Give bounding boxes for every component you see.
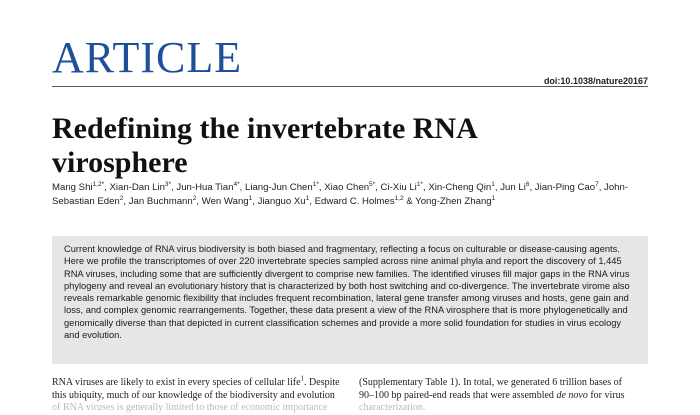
body-column-left (52, 374, 342, 415)
body-line: characterization. (359, 402, 426, 413)
author-affiliation: 1 (305, 194, 310, 202)
header-rule (52, 86, 648, 87)
body-line: (Supplementary Table 1). In total, we generated 6 trillion bases of (359, 377, 622, 388)
author-affiliation: 7 (595, 180, 599, 188)
author-name: Jan Buchmann$^2$ (128, 194, 197, 207)
author-affiliation: 1,2 (394, 194, 404, 202)
author-name: Yong-Zhen Zhang$^1$ (415, 194, 496, 207)
author-name: Xin-Cheng Qin$^1$ (428, 180, 495, 193)
article-title: Redefining the invertebrate RNA virosphere (52, 112, 477, 179)
doi-label: doi:10.1038/nature20167 (538, 76, 648, 86)
author-affiliation: 4* (233, 180, 240, 188)
section-heading: ARTICLE (52, 33, 243, 82)
author-affiliation: 1,2* (92, 180, 105, 188)
author-name: Edward C. Holmes$^{1,2}$ (314, 194, 404, 207)
author-affiliation: 5* (369, 180, 376, 188)
author-name: Wen Wang$^1$ (201, 194, 253, 207)
author-name: Liang-Jun Chen$^{1*}$ (244, 180, 319, 193)
author-affiliation: 1 (491, 194, 496, 202)
body-line: of RNA viruses is generally limited to those of economic importance (52, 402, 328, 413)
author-name: Ci-Xiu $Li^{1*}$ (380, 180, 423, 193)
author-affiliation: 1 (248, 194, 253, 202)
body-line: 90–100 bp paired-end reads that were assembled de novo for virus (359, 389, 625, 401)
author-affiliation: 2 (119, 194, 124, 202)
author-name: Xiao Chen$^{5*}$ (324, 180, 376, 193)
author-affiliation: 2 (192, 194, 197, 202)
author-affiliation: 1* (416, 180, 423, 188)
author-name: Jian-Ping Cao$^7$ (534, 180, 599, 193)
author-name: Xian-Dan Lin$^{3*}$ (109, 180, 172, 193)
author-name: Jun-Hua Tian$^{4*}$ (176, 180, 240, 193)
author-name: Mang Shi$^{1,2*}$ (52, 180, 105, 193)
author-affiliation: 6 (525, 180, 530, 188)
abstract-text: Current knowledge of RNA virus biodiversity is both biased and fragmentary, reflecting a focus on culturable or disease-causing agents. Here we profile the transcriptomes of over 220 invertebrate species sampled across nine animal phyla and report the discovery of 1,445 RNA viruses, including some that are sufficiently divergent to comprise new families. The identified viruses fill major gaps in the RNA virus phylogeny and reveal an evolutionary history that is characterized by both host switching and co-divergence. The invertebrate virome also reveals remarkable genomic flexibility that includes frequent recombination, lateral gene transfer among viruses and hosts, gene gain and loss, and complex genomic rearrangements. Together, these data present a view of the RNA virosphere that is more phylogenetically and genomically diverse than that depicted in current classification schemes and provide a more solid foundation for studies in virus ecology and evolution. (64, 244, 630, 341)
body-line: RNA viruses are likely to exist in every species of cellular life$^1$. Despite (52, 374, 340, 388)
author-name: Jun Li$^6$ (500, 180, 530, 193)
author-list: Mang Shi$^{1,2*}$, Xian-Dan Lin$^{3*}$, Jun-Hua Tian$^{4*}$, Liang-Jun Chen$^{1*}$, Xiao Chen$^{5*}$, Ci-Xiu $Li^{1*}$, Xin-Cheng Qin$^1$, Jun Li$^6$, Jian-Ping Cao$^7$, John-Sebastian Eden$^2$, Jan Buchmann$^2$, Wen Wang$^1$, Jianguo Xu$^1$, Edward C. Holmes$^{1,2}$ & Yong-Zhen Zhang$^1$ (52, 180, 629, 207)
author-affiliation: 1* (312, 180, 319, 188)
author-name: John-Sebastian Eden$^2$ (52, 182, 629, 207)
author-affiliation: 1 (491, 180, 495, 188)
body-column-right (359, 377, 649, 415)
body-line: this ubiquity, much of our knowledge of the biodiversity and evolution (52, 389, 335, 401)
author-name: Jianguo Xu$^1$ (257, 194, 310, 207)
author-affiliation: 3* (164, 180, 172, 188)
abstract-box (52, 236, 648, 364)
